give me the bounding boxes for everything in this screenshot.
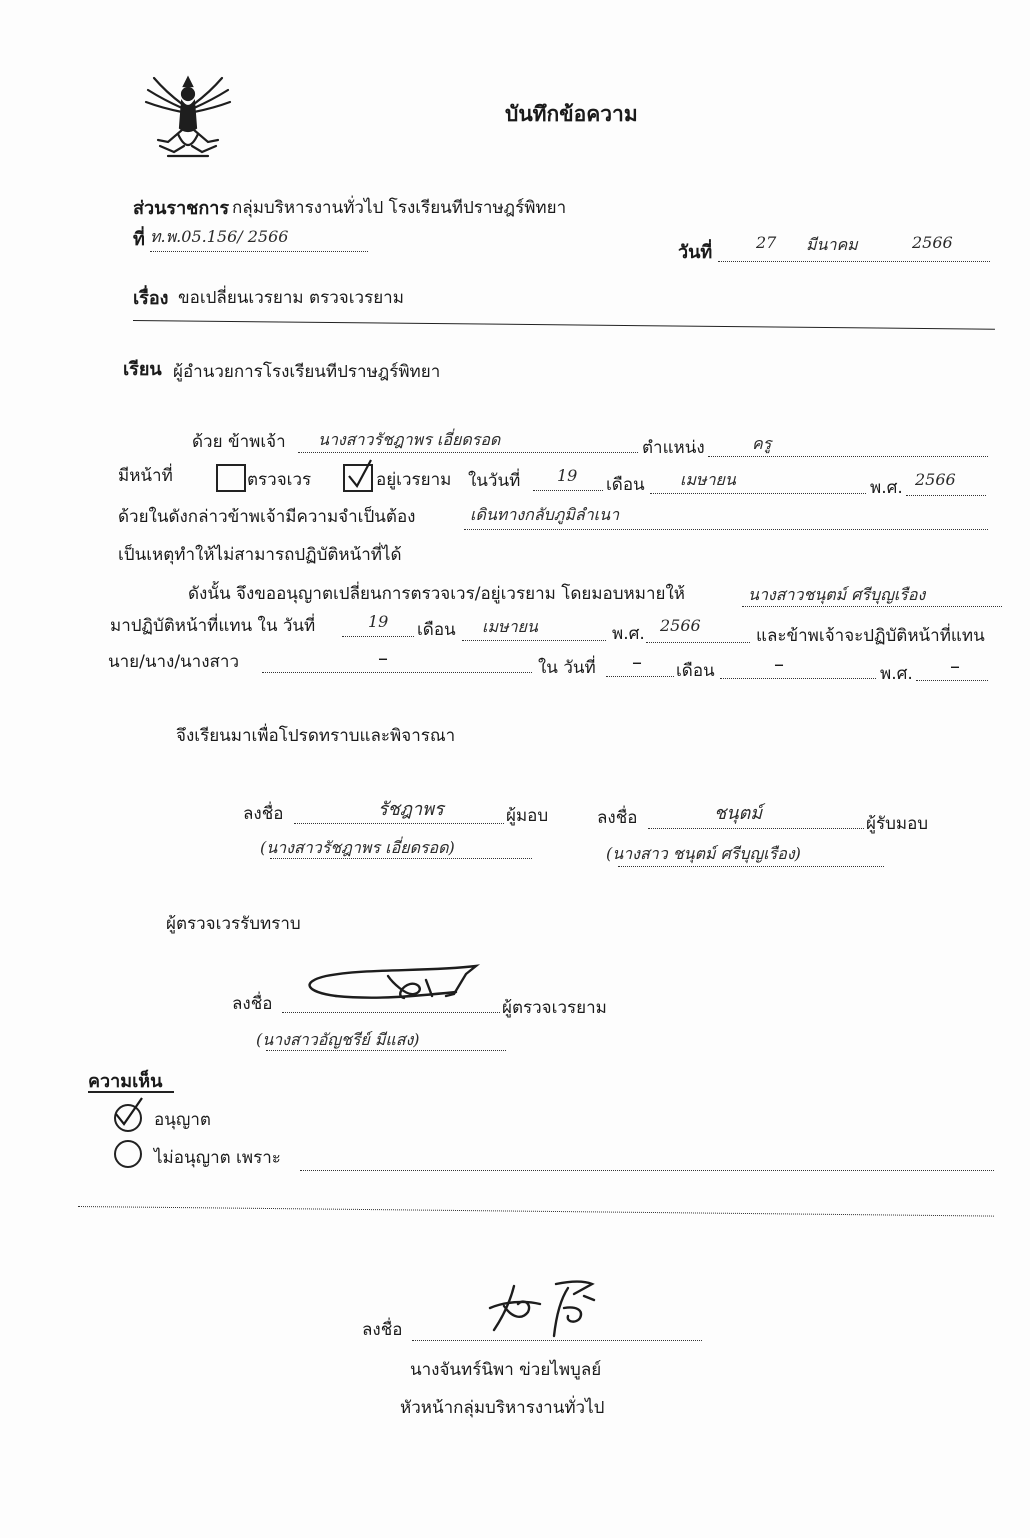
approver-name: นางจันทร์นิพา ข่วยไพบูลย์: [410, 1360, 602, 1380]
duty-month-label: เดือน: [606, 475, 645, 495]
approver-sign-dotline: [412, 1340, 702, 1341]
return-year-label: พ.ศ.: [880, 664, 913, 684]
return-text: และข้าพเจ้าจะปฏิบัติหน้าที่แทน: [756, 626, 985, 646]
to-label: เรียน: [123, 359, 162, 380]
reason-value: เดินทางกลับภูมิลำเนา: [470, 505, 620, 524]
duty-year-dotline: [906, 495, 986, 496]
duty-year: 2566: [915, 470, 956, 489]
subject-label: เรื่อง: [133, 288, 169, 309]
sub-year: 2566: [660, 616, 701, 635]
garuda-emblem: [138, 70, 238, 162]
duty-year-label: พ.ศ.: [870, 478, 903, 498]
ref-value: ท.พ.05.156/ 2566: [150, 227, 289, 246]
return-month-label: เดือน: [676, 661, 715, 681]
return-month: –: [774, 652, 784, 676]
giver-sign-dotline: [294, 823, 504, 824]
inspector-name: (นางสาวอัญชรีย์ มีแสง): [256, 1030, 420, 1049]
duty-month: เมษายน: [680, 470, 736, 489]
sub-day-dotline: [342, 636, 414, 637]
to-value: ผู้อำนวยการโรงเรียนทีปราษฎร์พิทยา: [173, 362, 441, 382]
return-person: –: [378, 646, 388, 670]
inspector-name-dotline: [266, 1050, 506, 1051]
guard-check-mark: [345, 458, 375, 490]
agency-value: กลุ่มบริหารงานทั่วไป โรงเรียนทีปราษฎร์พิทยา: [232, 198, 567, 218]
deny-radio[interactable]: [114, 1140, 142, 1168]
inspector-sign-label: ลงชื่อ: [232, 994, 273, 1014]
deny-label: ไม่อนุญาต เพราะ: [154, 1148, 281, 1168]
approver-title: หัวหน้ากลุ่มบริหารงานทั่วไป: [400, 1398, 605, 1418]
inspect-option: ตรวจเวร: [247, 470, 312, 490]
duty-label: มีหน้าที่: [118, 466, 173, 486]
substitute-name: นางสาวชนุตม์ ศรีบุญเรือง: [748, 585, 926, 604]
approver-sign-label: ลงชื่อ: [362, 1320, 403, 1340]
opinion-underline: [88, 1091, 174, 1093]
receiver-name-dotline: [618, 866, 884, 867]
inspector-signature: [296, 962, 496, 1012]
return-day: –: [632, 650, 642, 674]
return-month-dotline: [720, 678, 876, 679]
position-dotline: [708, 456, 988, 457]
date-label: วันที่: [678, 242, 713, 263]
unable-text: เป็นเหตุทำให้ไม่สามารถปฏิบัติหน้าที่ได้: [118, 545, 402, 565]
perform-prefix: มาปฏิบัติหน้าที่แทน ใน วันที่: [110, 616, 316, 636]
reason-dotline: [464, 529, 988, 530]
guard-option: อยู่เวรยาม: [376, 470, 452, 490]
agency-label: ส่วนราชการ: [133, 198, 230, 219]
inspect-checkbox[interactable]: [216, 464, 246, 492]
sub-year-dotline: [646, 642, 750, 643]
requester-name: นางสาวรัชฎาพร เอี่ยดรอด: [318, 430, 501, 449]
duty-month-dotline: [650, 493, 866, 494]
sub-day: 19: [368, 612, 389, 631]
inspector-ack: ผู้ตรวจเวรรับทราบ: [166, 914, 301, 934]
giver-signature: รัชฎาพร: [378, 799, 444, 820]
receiver-name: (นางสาว ชนุตม์ ศรีบุญเรือง): [606, 844, 801, 863]
sub-month-label: เดือน: [417, 620, 456, 640]
sub-month: เมษายน: [482, 617, 538, 636]
intro-prefix: ด้วย ข้าพเจ้า: [192, 432, 286, 452]
receiver-role: ผู้รับมอบ: [866, 814, 929, 834]
deny-reason-dotline: [300, 1170, 994, 1171]
subject-value: ขอเปลี่ยนเวรยาม ตรวจเวรยาม: [178, 288, 404, 308]
duty-day-label: ในวันที่: [468, 471, 521, 491]
date-dotline: [718, 261, 990, 262]
giver-sign-label: ลงชื่อ: [243, 804, 284, 824]
return-person-dotline: [262, 672, 532, 673]
approve-label: อนุญาต: [154, 1110, 211, 1130]
header-rule: [133, 320, 995, 330]
substitute-dotline: [742, 606, 1002, 607]
person-label: นาย/นาง/นางสาว: [108, 652, 239, 672]
sub-year-label: พ.ศ.: [612, 624, 645, 644]
date-year: 2566: [912, 233, 953, 252]
duty-day: 19: [557, 466, 578, 485]
receiver-sign-label: ลงชื่อ: [597, 808, 638, 828]
return-day-dotline: [606, 676, 674, 677]
receiver-sign-dotline: [648, 828, 864, 829]
reason-prefix: ด้วยในดังกล่าวข้าพเจ้ามีความจำเป็นต้อง: [118, 507, 416, 527]
approver-signature: [484, 1278, 604, 1340]
approve-check-mark: [108, 1094, 148, 1132]
opinion-label: ความเห็น: [88, 1071, 163, 1092]
date-day: 27: [756, 233, 777, 252]
sub-month-dotline: [462, 640, 606, 641]
return-year-dotline: [916, 680, 988, 681]
return-day-label: ใน วันที่: [538, 658, 596, 678]
position-value: ครู: [752, 434, 772, 453]
request-prefix: ดังนั้น จึงขออนุญาตเปลี่ยนการตรวจเวร/อยู่เวรยาม โดยมอบหมายให้: [188, 584, 685, 604]
giver-role: ผู้มอบ: [506, 806, 549, 826]
position-label: ตำแหน่ง: [642, 438, 705, 458]
giver-name-dotline: [270, 858, 532, 859]
receiver-signature: ชนุตม์: [714, 803, 763, 824]
inspector-role: ผู้ตรวจเวรยาม: [502, 998, 607, 1018]
opinion-extra-dotline: [78, 1206, 994, 1217]
closing-text: จึงเรียนมาเพื่อโปรดทราบและพิจารณา: [176, 726, 456, 746]
ref-label: ที่: [133, 229, 145, 250]
giver-name: (นางสาวรัชฎาพร เอี่ยดรอด): [260, 838, 455, 857]
inspector-sign-dotline: [282, 1012, 500, 1013]
return-year: –: [950, 654, 960, 678]
ref-dotline: [150, 251, 368, 252]
duty-day-dotline: [533, 490, 603, 491]
memo-title: บันทึกข้อความ: [505, 102, 638, 126]
date-month: มีนาคม: [806, 235, 858, 254]
